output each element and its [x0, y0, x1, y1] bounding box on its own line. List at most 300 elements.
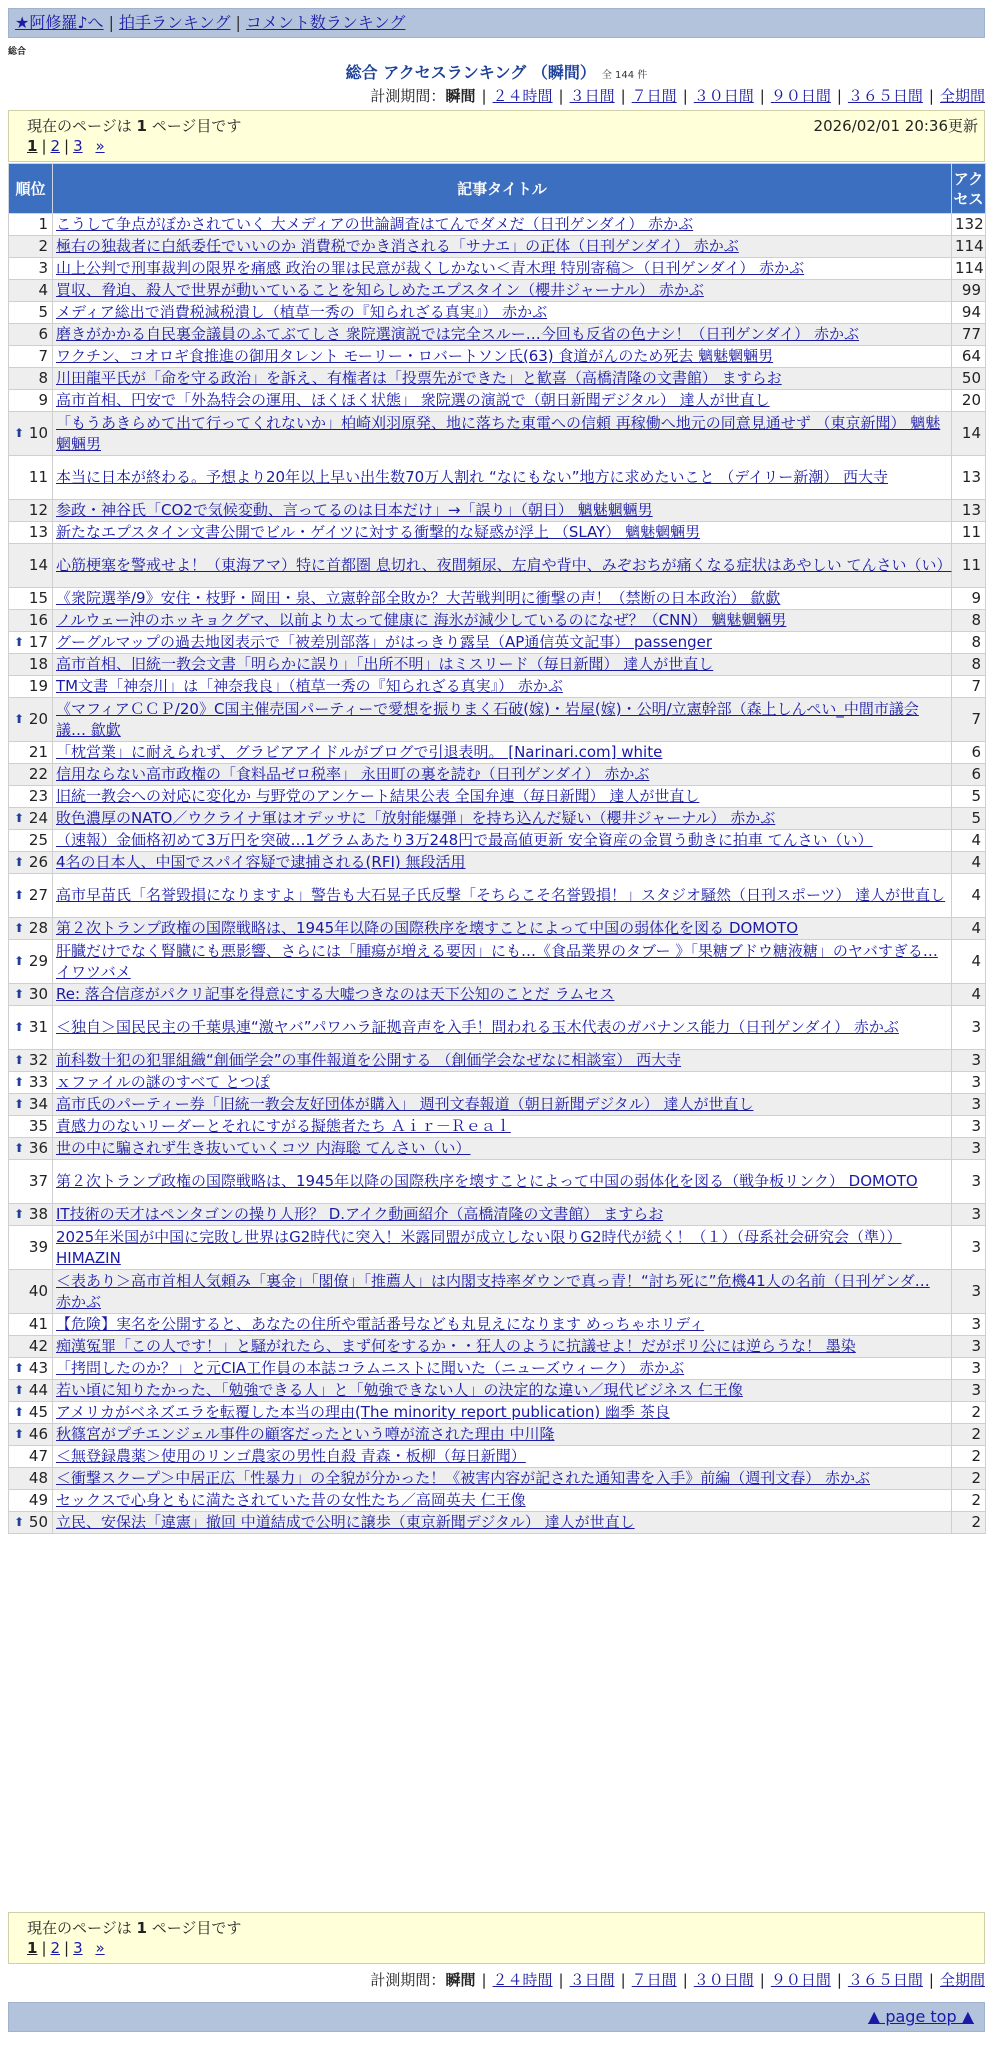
- access-count: 50: [952, 368, 986, 390]
- article-link[interactable]: グーグルマップの過去地図表示で「被差別部落」がはっきり露呈（AP通信英文記事） passenger: [56, 633, 713, 651]
- col-rank-header: 順位: [9, 164, 53, 214]
- title-cell: [53, 456, 952, 500]
- period-link[interactable]: 全期間: [939, 1971, 985, 1989]
- access-count: 3: [952, 1116, 986, 1138]
- article-link[interactable]: 旧統一教会への対応に変化か 与野党のアンケート結果公表 全国弁連（毎日新聞） 達人が世直し: [56, 787, 700, 805]
- article-link[interactable]: 痴漢冤罪「この人です！」と騒がれたら、まず何をするか・・狂人のように抗議せよ！だがポリ公には逆らうな！ 墨染: [56, 1337, 856, 1355]
- rank-cell: [9, 632, 53, 654]
- home-link[interactable]: ★阿修羅♪へ: [15, 13, 104, 32]
- article-link[interactable]: 新たなエプスタイン文書公開でビル・ゲイツに対する衝撃的な疑惑が浮上 （SLAY） 魑魅魍魎男: [56, 523, 701, 541]
- article-link[interactable]: ＜衝撃スクープ＞中居正広「性暴力」の全貌が分かった！《被害内容が記された通知書を入手》前編（週刊文春） 赤かぶ: [56, 1469, 871, 1487]
- rank-number: 34: [28, 1095, 48, 1113]
- table-row: [9, 984, 986, 1006]
- article-link[interactable]: 極右の独裁者に白紙委任でいいのか 消費税でかき消される「サナエ」の正体（日刊ゲンダイ） 赤かぶ: [56, 237, 739, 255]
- rank-cell: [9, 984, 53, 1006]
- rank-number: 38: [28, 1205, 48, 1223]
- period-separator: |: [928, 87, 934, 105]
- article-link[interactable]: 高市首相、円安で「外為特会の運用、ほくほく状態」 衆院選の演説で（朝日新聞デジタル） 達人が世直し: [56, 391, 770, 409]
- article-link[interactable]: ノルウェー沖のホッキョクグマ、以前より太って健康に 海氷が減少しているのになぜ？（CNN） 魑魅魍魎男: [56, 611, 787, 629]
- rank-cell: [9, 808, 53, 830]
- period-label: 計測期間：: [370, 1971, 446, 1989]
- rank-number: 37: [28, 1172, 48, 1190]
- rank-number: 6: [38, 325, 48, 343]
- rank-number: 45: [28, 1403, 48, 1421]
- article-link[interactable]: 秋篠宮がプチエンジェル事件の顧客だったという噂が流された理由 中川隆: [56, 1425, 555, 1443]
- table-row: [9, 654, 986, 676]
- table-row: [9, 522, 986, 544]
- rank-number: 32: [28, 1051, 48, 1069]
- period-link[interactable]: ９０日間: [770, 87, 831, 105]
- current-page-number: 1: [136, 117, 147, 135]
- article-link[interactable]: セックスで心身ともに満たされていた昔の女性たち／高岡英夫 仁王像: [56, 1491, 526, 1509]
- table-row: [9, 1490, 986, 1512]
- rank-cell: [9, 500, 53, 522]
- access-count: 3: [952, 1358, 986, 1380]
- rank-cell: [9, 874, 53, 918]
- access-count: 3: [952, 1336, 986, 1358]
- rank-cell: [9, 346, 53, 368]
- rank-number: 33: [28, 1073, 48, 1091]
- table-row: [9, 346, 986, 368]
- rank-up-arrow-icon: ⬆: [14, 1141, 25, 1155]
- table-row: [9, 786, 986, 808]
- table-row: [9, 390, 986, 412]
- rank-up-arrow-icon: ⬆: [14, 1515, 25, 1529]
- rank-number: 8: [38, 369, 48, 387]
- article-link[interactable]: 「枕営業」に耐えられず、グラビアアイドルがブログで引退表明。 [Narinari.com] white: [56, 743, 663, 761]
- page-separator: |: [41, 1939, 47, 1957]
- article-link[interactable]: 高市早苗氏「名誉毀損になりますよ」警告も大石晃子氏反撃「そちらこそ名誉毀損！」スタジオ騒然（日刊スポーツ） 達人が世直し: [56, 886, 946, 904]
- access-count: 14: [952, 412, 986, 456]
- rank-cell: [9, 258, 53, 280]
- page-links: [27, 1939, 105, 1957]
- article-link[interactable]: 世の中に騙されず生き抜いていくコツ 内海聡 てんさい（い）: [56, 1139, 471, 1157]
- rank-number: 7: [38, 347, 48, 365]
- rank-cell: [9, 1094, 53, 1116]
- access-count: 3: [952, 1050, 986, 1072]
- table-row: [9, 1512, 986, 1534]
- rank-up-arrow-icon: ⬆: [14, 987, 25, 1001]
- rank-cell: [9, 456, 53, 500]
- title-cell: [53, 258, 952, 280]
- period-link[interactable]: ３日間: [569, 87, 615, 105]
- page-title: [0, 62, 993, 87]
- article-link[interactable]: ｘファイルの謎のすべて とつぽ: [56, 1073, 270, 1091]
- table-row: [9, 1072, 986, 1094]
- access-count: 4: [952, 874, 986, 918]
- article-link[interactable]: 《マフィアＣＣＰ/20》C国主催売国パーティーで愛想を振りまく石破(嫁)・岩屋(嫁)・公明/立憲幹部（森上しんぺい_中間市議会議… 歙歔: [56, 699, 919, 739]
- rank-number: 1: [38, 215, 48, 233]
- period-link[interactable]: ３０日間: [693, 87, 754, 105]
- title-cell: [53, 632, 952, 654]
- access-count: 132: [952, 214, 986, 236]
- period-link[interactable]: ７日間: [631, 87, 677, 105]
- article-link[interactable]: 磨きがかかる自民裏金議員のふてぶてしさ 衆院選演説では完全スルー…今回も反省の色ナシ！（日刊ゲンダイ） 赤かぶ: [56, 325, 860, 343]
- period-separator: |: [928, 1971, 934, 1989]
- nav-separator: |: [108, 13, 114, 32]
- rank-up-arrow-icon: ⬆: [14, 635, 25, 649]
- rank-number: 19: [28, 677, 48, 695]
- rank-number: 28: [28, 919, 48, 937]
- title-cell: [53, 654, 952, 676]
- period-label: 計測期間：: [370, 87, 446, 105]
- period-selector-bottom: [370, 1970, 985, 1990]
- table-row: [9, 368, 986, 390]
- next-page-link[interactable]: »: [95, 137, 105, 155]
- access-count: 3: [952, 1226, 986, 1270]
- rank-number: 40: [28, 1282, 48, 1300]
- page-links: [27, 137, 105, 155]
- page-link[interactable]: 2: [50, 1939, 61, 1957]
- title-cell: [53, 1314, 952, 1336]
- access-count: 4: [952, 852, 986, 874]
- title-cell: [53, 830, 952, 852]
- access-count: 4: [952, 984, 986, 1006]
- article-link[interactable]: TM文書「神奈川」は「神奈我良」（植草一秀の『知られざる真実』） 赤かぶ: [56, 677, 563, 695]
- rank-number: 46: [28, 1425, 48, 1443]
- rank-cell: [9, 1204, 53, 1226]
- title-cell: [53, 346, 952, 368]
- article-link[interactable]: ＜表あり＞高市首相人気頼み「裏金」「閣僚」「推薦人」は内閣支持率ダウンで真っ青！“討ち死に”危機41人の名前（日刊ゲンダ… 赤かぶ: [56, 1271, 930, 1311]
- rank-number: 24: [28, 809, 48, 827]
- rank-up-arrow-icon: ⬆: [14, 1097, 25, 1111]
- rank-cell: [9, 236, 53, 258]
- article-link[interactable]: 【危険】実名を公開すると、あなたの住所や電話番号なども丸見えになります めっちゃホリディ: [56, 1315, 705, 1333]
- access-count: 20: [952, 390, 986, 412]
- period-link[interactable]: ３６５日間: [847, 87, 923, 105]
- period-separator: |: [558, 87, 564, 105]
- access-count: 3: [952, 1006, 986, 1050]
- rank-up-arrow-icon: ⬆: [14, 1053, 25, 1067]
- period-selector-top: [370, 86, 985, 106]
- title-cell: [53, 236, 952, 258]
- title-cell: [53, 1072, 952, 1094]
- table-row: [9, 1314, 986, 1336]
- rank-number: 18: [28, 655, 48, 673]
- table-row: [9, 1204, 986, 1226]
- access-count: 2: [952, 1446, 986, 1468]
- title-cell: [53, 522, 952, 544]
- rank-cell: [9, 764, 53, 786]
- period-current: 瞬間: [445, 1971, 476, 1989]
- access-count: 8: [952, 632, 986, 654]
- article-link[interactable]: 「拷問したのか？」と元CIA工作員の本誌コラムニストに聞いた（ニューズウィーク） 赤かぶ: [56, 1359, 685, 1377]
- next-page-link[interactable]: »: [95, 1939, 105, 1957]
- article-link[interactable]: 信用ならない高市政権の「食料品ゼロ税率」 永田町の裏を読む（日刊ゲンダイ） 赤かぶ: [56, 765, 650, 783]
- access-count: 2: [952, 1490, 986, 1512]
- article-link[interactable]: ＜独自＞国民民主の千葉県連“激ヤバ”パワハラ証拠音声を入手！問われる玉木代表のガバナンス能力（日刊ゲンダイ） 赤かぶ: [56, 1018, 899, 1036]
- article-link[interactable]: 前科数十犯の犯罪組織“創価学会”の事件報道を公開する （創価学会なぜなに相談室） 西大寺: [56, 1051, 682, 1069]
- rank-cell: [9, 742, 53, 764]
- title-cell: [53, 940, 952, 984]
- rank-number: 42: [28, 1337, 48, 1355]
- rank-number: 26: [28, 853, 48, 871]
- rank-up-arrow-icon: ⬆: [14, 1075, 25, 1089]
- article-link[interactable]: 参政・神谷氏「CO2で気候変動、言ってるのは日本だけ」→「誤り」（朝日） 魑魅魍魎男: [56, 501, 653, 519]
- rank-up-arrow-icon: ⬆: [14, 888, 25, 902]
- table-row: [9, 676, 986, 698]
- table-row: [9, 1226, 986, 1270]
- col-title-header: 記事タイトル: [53, 164, 952, 214]
- rank-cell: [9, 1160, 53, 1204]
- table-header-row: [9, 164, 986, 214]
- period-link[interactable]: 全期間: [939, 87, 985, 105]
- title-cell: [53, 500, 952, 522]
- table-row: [9, 632, 986, 654]
- access-count: 11: [952, 544, 986, 588]
- rank-cell: [9, 1270, 53, 1314]
- title-cell: [53, 610, 952, 632]
- article-link[interactable]: 第２次トランプ政権の国際戦略は、1945年以降の国際秩序を壊すことによって中国の弱体化を図る（戦争板リンク） DOMOTO: [56, 1172, 918, 1190]
- rank-up-arrow-icon: ⬆: [14, 921, 25, 935]
- table-row: [9, 1424, 986, 1446]
- table-row: [9, 1094, 986, 1116]
- article-link[interactable]: 責感力のないリーダーとそれにすがる擬態者たち Ａｉｒ－Ｒｅａｌ: [56, 1117, 511, 1135]
- pager-bottom: [8, 1912, 985, 1964]
- rank-cell: [9, 1380, 53, 1402]
- rank-up-arrow-icon: ⬆: [14, 1427, 25, 1441]
- title-cell: [53, 324, 952, 346]
- article-link[interactable]: 若い頃に知りたかった、「勉強できる人」と「勉強できない人」の決定的な違い／現代ビジネス 仁王像: [56, 1381, 743, 1399]
- rank-number: 30: [28, 985, 48, 1003]
- period-link[interactable]: ９０日間: [770, 1971, 831, 1989]
- period-link[interactable]: ３０日間: [693, 1971, 754, 1989]
- article-link[interactable]: 立民、安保法「違憲」撤回 中道結成で公明に譲歩（東京新聞デジタル） 達人が世直し: [56, 1513, 635, 1531]
- access-count: 6: [952, 764, 986, 786]
- table-row: [9, 830, 986, 852]
- rank-number: 36: [28, 1139, 48, 1157]
- period-link[interactable]: ７日間: [631, 1971, 677, 1989]
- table-row: [9, 1468, 986, 1490]
- page-separator: |: [64, 1939, 70, 1957]
- access-count: 7: [952, 676, 986, 698]
- title-cell: [53, 764, 952, 786]
- rank-cell: [9, 918, 53, 940]
- rank-cell: [9, 522, 53, 544]
- rank-cell: [9, 1226, 53, 1270]
- table-row: [9, 1402, 986, 1424]
- article-link[interactable]: 川田龍平氏が「命を守る政治」を訴え、有権者は「投票先ができた」と歓喜（高橋清隆の文書館） ますらお: [56, 369, 782, 387]
- article-link[interactable]: ＜無登録農薬＞使用のリンゴ農家の男性自殺 青森・板柳（毎日新聞）: [56, 1447, 526, 1465]
- rank-number: 35: [28, 1117, 48, 1135]
- page-separator: |: [41, 137, 47, 155]
- title-cell: [53, 1270, 952, 1314]
- rank-number: 10: [28, 424, 48, 442]
- access-count: 3: [952, 1204, 986, 1226]
- period-separator: |: [759, 87, 765, 105]
- table-row: [9, 302, 986, 324]
- table-row: [9, 236, 986, 258]
- rank-cell: [9, 830, 53, 852]
- title-cell: [53, 214, 952, 236]
- rank-cell: [9, 1138, 53, 1160]
- updated-timestamp: 2026/02/01 20:36更新: [813, 117, 978, 135]
- title-cell: [53, 1160, 952, 1204]
- article-link[interactable]: 4名の日本人、中国でスパイ容疑で逮捕される(RFI) 無段活用: [56, 853, 466, 871]
- period-link[interactable]: ２４時間: [492, 87, 553, 105]
- access-count: 2: [952, 1402, 986, 1424]
- comment-ranking-link[interactable]: コメント数ランキング: [245, 13, 406, 32]
- page-separator: [87, 137, 92, 155]
- title-cell: [53, 852, 952, 874]
- access-count: 8: [952, 654, 986, 676]
- article-link[interactable]: 本当に日本が終わる。予想より20年以上早い出生数70万人割れ “なにもない”地方に求めたいこと （デイリー新潮） 西大寺: [56, 468, 888, 486]
- footer-bar: [8, 2002, 985, 2032]
- title-cell: [53, 984, 952, 1006]
- rank-cell: [9, 1468, 53, 1490]
- rank-number: 9: [38, 391, 48, 409]
- article-link[interactable]: メディア総出で消費税減税潰し（植草一秀の『知られざる真実』） 赤かぶ: [56, 303, 548, 321]
- title-cell: [53, 1204, 952, 1226]
- article-link[interactable]: こうして争点がぼかされていく 大メディアの世論調査はてんでダメだ（日刊ゲンダイ） 赤かぶ: [56, 215, 694, 233]
- article-link[interactable]: 高市氏のパーティー券「旧統一教会友好団体が購入」 週刊文春報道（朝日新聞デジタル） 達人が世直し: [56, 1095, 754, 1113]
- article-link[interactable]: IT技術の天才はペンタゴンの操り人形？ D.アイク動画紹介（高橋清隆の文書館） ますらお: [56, 1205, 664, 1223]
- title-cell: [53, 390, 952, 412]
- title-cell: [53, 280, 952, 302]
- col-access-header: アクセス: [952, 164, 986, 214]
- rank-number: 22: [28, 765, 48, 783]
- top-navigation: [8, 8, 985, 38]
- rank-cell: [9, 390, 53, 412]
- article-link[interactable]: 第２次トランプ政権の国際戦略は、1945年以降の国際秩序を壊すことによって中国の弱体化を図る DOMOTO: [56, 919, 799, 937]
- title-cell: [53, 742, 952, 764]
- rank-cell: [9, 368, 53, 390]
- title-cell: [53, 676, 952, 698]
- rank-number: 39: [28, 1238, 48, 1256]
- rank-number: 31: [28, 1018, 48, 1036]
- access-count: 5: [952, 808, 986, 830]
- title-cell: [53, 1336, 952, 1358]
- table-row: [9, 324, 986, 346]
- rank-number: 43: [28, 1359, 48, 1377]
- rank-cell: [9, 1402, 53, 1424]
- rank-cell: [9, 1512, 53, 1534]
- access-count: 4: [952, 918, 986, 940]
- page-link[interactable]: 3: [73, 137, 83, 155]
- rank-cell: [9, 588, 53, 610]
- period-link[interactable]: ３６５日間: [847, 1971, 923, 1989]
- article-link[interactable]: ワクチン、コオロギ食推進の御用タレント モーリー・ロバートソン氏(63) 食道がんのため死去 魑魅魍魎男: [56, 347, 774, 365]
- article-link[interactable]: Re: 落合信彦がパクリ記事を得意にする大嘘つきなのは天下公知のことだ ラムセス: [56, 985, 615, 1003]
- pager-top: [8, 110, 985, 162]
- article-link[interactable]: 《衆院選挙/9》安住・枝野・岡田・泉、立憲幹部全敗か？大苦戦判明に衝撃の声！（禁断の日本政治） 歙歔: [56, 589, 781, 607]
- table-row: [9, 258, 986, 280]
- current-page-prefix: 現在のページは: [27, 1919, 132, 1937]
- title-cell: [53, 1138, 952, 1160]
- rank-number: 12: [28, 501, 48, 519]
- rank-cell: [9, 610, 53, 632]
- article-link[interactable]: 高市首相、旧統一教会文書「明らかに誤り」「出所不明」はミスリード（毎日新聞） 達人が世直し: [56, 655, 714, 673]
- rank-cell: [9, 1050, 53, 1072]
- table-row: [9, 1050, 986, 1072]
- page-current: 1: [27, 137, 38, 155]
- table-row: [9, 456, 986, 500]
- table-row: [9, 214, 986, 236]
- article-link[interactable]: 買収、脅迫、殺人で世界が動いていることを知らしめたエプスタイン（櫻井ジャーナル） 赤かぶ: [56, 281, 704, 299]
- access-count: 4: [952, 830, 986, 852]
- title-cell: [53, 412, 952, 456]
- title-cell: [53, 1094, 952, 1116]
- rank-number: 2: [38, 237, 48, 255]
- title-cell: [53, 588, 952, 610]
- period-link[interactable]: ２４時間: [492, 1971, 553, 1989]
- rank-cell: [9, 940, 53, 984]
- current-page-number: 1: [136, 1919, 147, 1937]
- rank-up-arrow-icon: ⬆: [14, 1383, 25, 1397]
- rank-number: 14: [28, 556, 48, 574]
- access-count: 2: [952, 1424, 986, 1446]
- rank-number: 41: [28, 1315, 48, 1333]
- ranking-title: 総合 アクセスランキング （瞬間）: [345, 63, 596, 82]
- page-separator: |: [64, 137, 70, 155]
- access-count: 3: [952, 1270, 986, 1314]
- article-link[interactable]: 2025年米国が中国に完敗し世界はG2時代に突入！米露同盟が成立しない限りG2時代が続く！（１）（母系社会研究会（準）） HIMAZIN: [56, 1227, 902, 1267]
- page-link[interactable]: 3: [73, 1939, 83, 1957]
- title-cell: [53, 302, 952, 324]
- table-row: [9, 918, 986, 940]
- access-count: 3: [952, 1314, 986, 1336]
- rank-number: 21: [28, 743, 48, 761]
- article-link[interactable]: 肝臓だけでなく腎臓にも悪影響、さらには「腫瘍が増える要因」にも…《食品業界のタブー 》「果糖ブドウ糖液糖」のヤバすぎる… イワツバメ: [56, 941, 938, 981]
- article-link[interactable]: 「もうあきらめて出て行ってくれないか」柏崎刈羽原発、地に落ちた東電への信頼 再稼働へ地元の同意見通せず （東京新聞） 魑魅魍魎男: [56, 413, 941, 453]
- rank-up-arrow-icon: ⬆: [14, 1020, 25, 1034]
- rank-cell: [9, 1446, 53, 1468]
- title-cell: [53, 1358, 952, 1380]
- title-cell: [53, 918, 952, 940]
- title-cell: [53, 1468, 952, 1490]
- period-link[interactable]: ３日間: [569, 1971, 615, 1989]
- table-row: [9, 1358, 986, 1380]
- title-cell: [53, 1050, 952, 1072]
- clap-ranking-link[interactable]: 拍手ランキング: [118, 13, 231, 32]
- period-separator: |: [481, 1971, 487, 1989]
- page-top-link[interactable]: ▲ page top ▲: [867, 2007, 974, 2026]
- title-cell: [53, 544, 952, 588]
- title-cell: [53, 808, 952, 830]
- title-cell: [53, 786, 952, 808]
- site-label: 総合: [8, 47, 27, 57]
- rank-number: 47: [28, 1447, 48, 1465]
- rank-cell: [9, 302, 53, 324]
- rank-cell: [9, 1116, 53, 1138]
- page-current: 1: [27, 1939, 38, 1957]
- access-count: 114: [952, 258, 986, 280]
- access-count: 3: [952, 1094, 986, 1116]
- page-link[interactable]: 2: [50, 137, 61, 155]
- period-separator: |: [682, 87, 688, 105]
- rank-number: 17: [28, 633, 48, 651]
- rank-cell: [9, 1490, 53, 1512]
- article-link[interactable]: 山上公判で刑事裁判の限界を痛感 政治の罪は民意が裁くしかない＜青木理 特別寄稿＞（日刊ゲンダイ） 赤かぶ: [56, 259, 805, 277]
- article-link[interactable]: アメリカがベネズエラを転覆した本当の理由(The minority report publication) 幽季 茶良: [56, 1403, 670, 1421]
- ranking-table: [8, 163, 986, 1534]
- current-page-suffix: ページ目です: [151, 117, 242, 135]
- access-count: 5: [952, 786, 986, 808]
- title-cell: [53, 874, 952, 918]
- title-cell: [53, 1424, 952, 1446]
- rank-up-arrow-icon: ⬆: [14, 855, 25, 869]
- access-count: 99: [952, 280, 986, 302]
- title-cell: [53, 698, 952, 742]
- article-link[interactable]: 心筋梗塞を警戒せよ！（東海アマ）特に首都圏 息切れ、夜間頻尿、左肩や背中、みぞおちが痛くなる症状はあやしい てんさい（い）: [56, 556, 952, 574]
- rank-number: 49: [28, 1491, 48, 1509]
- title-cell: [53, 368, 952, 390]
- article-link[interactable]: 敗色濃厚のNATO／ウクライナ軍はオデッサに「放射能爆弾」を持ち込んだ疑い（櫻井ジャーナル） 赤かぶ: [56, 809, 776, 827]
- rank-cell: [9, 852, 53, 874]
- table-row: [9, 742, 986, 764]
- article-link[interactable]: （速報）金価格初めて3万円を突破…1グラムあたり3万248円で最高値更新 安全資産の金買う動きに拍車 てんさい（い）: [56, 831, 873, 849]
- access-count: 3: [952, 1072, 986, 1094]
